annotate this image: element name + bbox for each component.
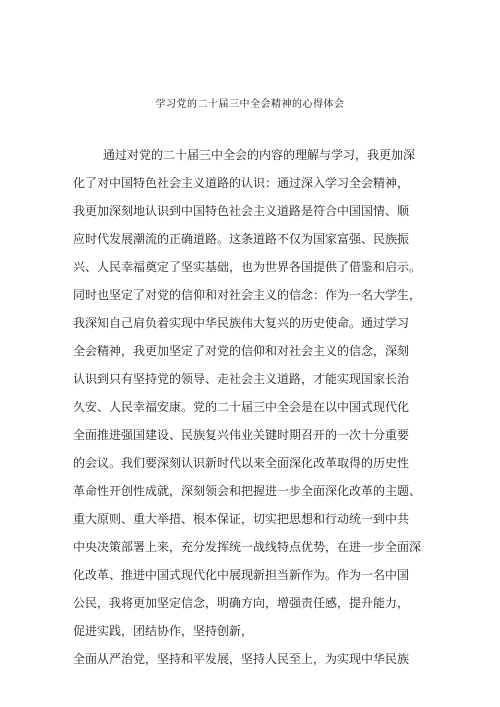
body-line: 久安、人民幸福安康。党的二十届三中全会是在以中国式现代化 [73,400,410,414]
body-line: 兴、人民幸福奠定了坚实基础，也为世界各国提供了借鉴和启示。 [73,260,422,274]
body-line: 全面推进强国建设、民族复兴伟业关键时期召开的一次十分重要 [73,428,410,442]
body-line: 通过对党的二十届三中全会的内容的理解与学习，我更加深 [103,148,416,162]
body-line: 全会精神，我更加坚定了对党的信仰和对社会主义的信念，深刻 [73,344,410,358]
body-line: 化改革、推进中国式现代化中展现新担当新作为。作为一名中国 [73,568,410,582]
body-line: 重大原则、重大举措、根本保证，切实把思想和行动统一到中共 [73,512,410,526]
body-line: 促进实践，团结协作，坚持创新， [73,624,254,638]
body-line: 全面从严治党，坚持和平发展，坚持人民至上，为实现中华民族 [73,652,410,666]
body-line: 同时也坚定了对党的信仰和对社会主义的信念：作为一名大学生， [73,288,422,302]
body-line: 我深知自己肩负着实现中华民族伟大复兴的历史使命。通过学习 [73,316,410,330]
body-line: 应时代发展潮流的正确道路。这条道路不仅为国家富强、民族振 [73,232,410,246]
document-title: 学习党的二十届三中全会精神的心得体会 [155,99,345,110]
body-line: 我更加深刻地认识到中国特色社会主义道路是符合中国国情、顺 [73,204,410,218]
body-line: 化了对中国特色社会主义道路的认识：通过深入学习全会精神， [73,176,410,190]
body-line: 的会议。我们要深刻认识新时代以来全面深化改革取得的历史性 [73,456,410,470]
body-line: 认识到只有坚持党的领导、走社会主义道路，才能实现国家长治 [73,372,410,386]
body-line: 革命性开创性成就，深刻领会和把握进一步全面深化改革的主题、 [73,484,422,498]
body-line: 公民，我将更加坚定信念，明确方向，增强责任感，提升能力， [73,596,410,610]
body-line: 中央决策部署上来，充分发挥统一战线特点优势，在进一步全面深 [73,540,422,554]
